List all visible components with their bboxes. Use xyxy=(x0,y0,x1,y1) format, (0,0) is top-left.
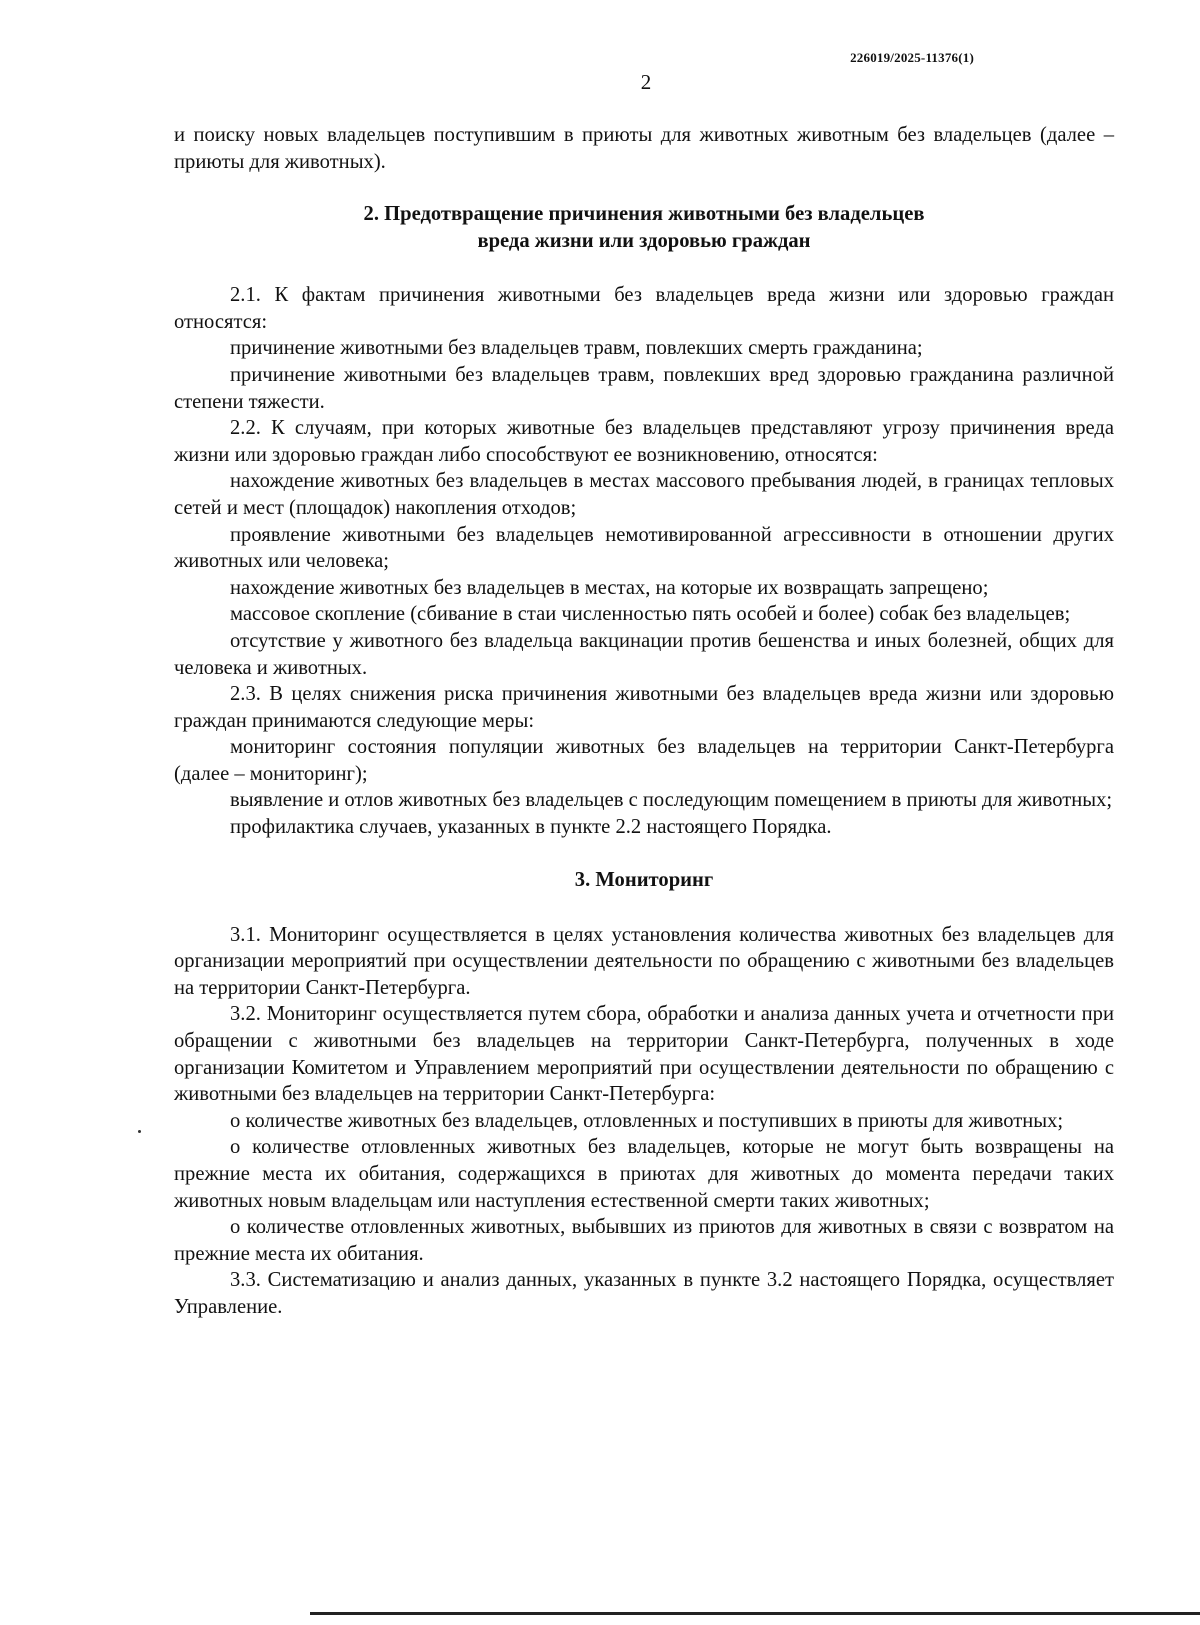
section-2-heading xyxy=(174,201,1114,255)
section-2-heading-line-2: вреда жизни или здоровью граждан xyxy=(477,230,811,253)
clause-3-2-item-returned: о количестве отловленных животных, выбывших из приютов для животных в связи с возвратом на прежние места их обитания. xyxy=(174,1216,1114,1265)
clause-2-1-item-death: причинение животными без владельцев травм, повлекших смерть гражданина; xyxy=(230,337,923,360)
clause-3-2: 3.2. Мониторинг осуществляется путем сбора, обработки и анализа данных учета и отчетности при обращении с животными без владельцев на территории Санкт-Петербурга, полученных в ходе организации Комитетом и Управлением мероприятий при осуществлении деятельности по обращению с животными без владельцев на территории Санкт-Петербурга: xyxy=(174,1003,1114,1106)
clause-2-3-item-prevention: профилактика случаев, указанных в пункте 2.2 настоящего Порядка. xyxy=(230,816,832,839)
clause-2-2-item-public-places: нахождение животных без владельцев в местах массового пребывания людей, в границах тепловых сетей и мест (площадок) накопления отходов; xyxy=(174,470,1114,519)
section-3-heading: 3. Мониторинг xyxy=(574,868,714,891)
clause-3-3: 3.3. Систематизацию и анализ данных, указанных в пункте 3.2 настоящего Порядка, осуществляет Управление. xyxy=(174,1269,1114,1318)
clause-2-2-item-vaccination: отсутствие у животного без владельца вакцинации против бешенства и иных болезней, общих для человека и животных. xyxy=(174,629,1114,679)
clause-2-2: 2.2. К случаям, при которых животные без владельцев представляют угрозу причинения вреда жизни или здоровью граждан либо способствуют ее возникновению, относятся: xyxy=(174,417,1114,466)
document-body xyxy=(174,122,1114,1321)
clause-2-2-item-packs: массовое скопление (сбивание в стаи численностью пять особей и более) собак без владельцев; xyxy=(230,603,1071,626)
clause-2-2-item-aggression: проявление животными без владельцев немотивированной агрессивности в отношении других животных или человека; xyxy=(174,523,1114,573)
clause-2-2-item-forbidden-places: нахождение животных без владельцев в местах, на которые их возвращать запрещено; xyxy=(230,576,989,599)
page-number: 2 xyxy=(640,70,652,94)
intro-continuation-paragraph: и поиску новых владельцев поступившим в приюты для животных животным без владельцев (далее – приюты для животных). xyxy=(174,124,1114,173)
clause-2-3-item-capture: выявление и отлов животных без владельцев с последующим помещением в приюты для животных; xyxy=(230,789,1113,812)
document-registration-number: 226019/2025-11376(1) xyxy=(850,50,974,65)
scan-speck xyxy=(138,1130,141,1133)
clause-3-2-item-captured-count: о количестве животных без владельцев, отловленных и поступивших в приюты для животных; xyxy=(230,1109,1064,1132)
scan-bottom-edge-line xyxy=(310,1612,1200,1615)
clause-2-3: 2.3. В целях снижения риска причинения животными без владельцев вреда жизни или здоровью граждан принимаются следующие меры: xyxy=(174,683,1114,732)
section-2-heading-line-1: 2. Предотвращение причинения животными без владельцев xyxy=(363,203,925,226)
clause-2-3-item-monitoring: мониторинг состояния популяции животных без владельцев на территории Санкт-Петербурга (далее – мониторинг); xyxy=(174,736,1114,785)
clause-2-1-item-harm: причинение животными без владельцев травм, повлекших вред здоровью гражданина различной степени тяжести. xyxy=(174,363,1114,413)
clause-3-1: 3.1. Мониторинг осуществляется в целях установления количества животных без владельцев для организации мероприятий при осуществлении деятельности по обращению с животными без владельцев на территории Санкт-Петербурга. xyxy=(174,923,1114,999)
clause-2-1: 2.1. К фактам причинения животными без владельцев вреда жизни или здоровью граждан относятся: xyxy=(174,284,1114,333)
clause-3-2-item-not-returnable: о количестве отловленных животных без владельцев, которые не могут быть возвращены на прежние места их обитания, содержащихся в приютах для животных до момента передачи таких животных новым владельцам или наступления естественной смерти таких животных; xyxy=(174,1136,1114,1212)
